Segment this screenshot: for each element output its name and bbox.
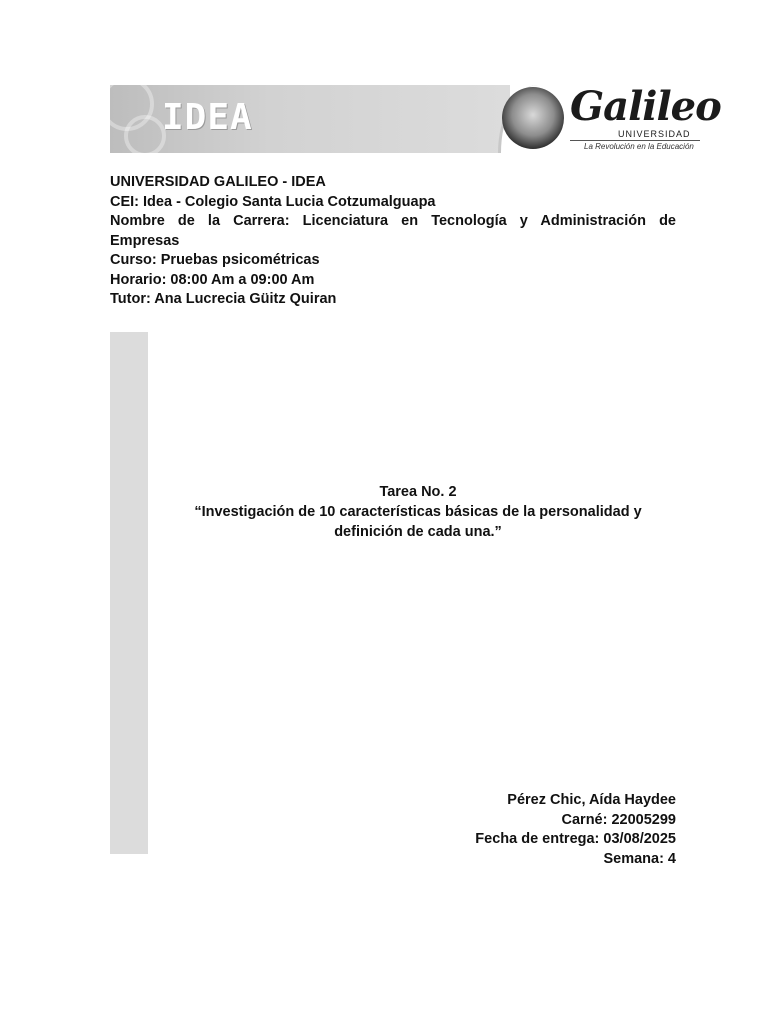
author-name: Pérez Chic, Aída Haydee [507, 792, 676, 808]
side-bar-decoration [110, 332, 148, 854]
author-info [360, 791, 676, 869]
galileo-slogan: La Revolución en la Educación [584, 142, 694, 151]
due-date: Fecha de entrega: 03/08/2025 [475, 831, 676, 847]
header-banner [110, 83, 721, 153]
title-line-1: “Investigación de 10 características básicas de la personalidad y [194, 504, 642, 520]
galileo-wordmark: Galileo [570, 83, 721, 130]
assignment-title [160, 482, 676, 542]
logo-rule [570, 140, 700, 141]
task-number: Tarea No. 2 [379, 484, 457, 500]
university-name: UNIVERSIDAD GALILEO - IDEA [110, 174, 326, 190]
title-line-2: definición de cada una.” [334, 524, 502, 540]
idea-banner [110, 85, 510, 153]
galileo-subtitle: UNIVERSIDAD [618, 129, 691, 139]
career-line: Nombre de la Carrera: Licenciatura en Tecnología y Administración de [110, 213, 676, 229]
portrait-icon [502, 87, 564, 149]
student-id: Carné: 22005299 [561, 811, 676, 828]
course-line: Curso: Pruebas psicométricas [110, 252, 320, 268]
week-number: Semana: 4 [603, 850, 676, 867]
schedule-line: Horario: 08:00 Am a 09:00 Am [110, 271, 315, 288]
gear-decoration [124, 115, 166, 153]
tutor-line: Tutor: Ana Lucrecia Güitz Quiran [110, 291, 337, 307]
cei-line: CEI: Idea - Colegio Santa Lucia Cotzumalguapa [110, 193, 436, 210]
galileo-logo [500, 83, 721, 153]
idea-logo: IDEA [162, 97, 253, 138]
career-line-continued: Empresas [110, 232, 180, 249]
document-heading [110, 173, 676, 310]
